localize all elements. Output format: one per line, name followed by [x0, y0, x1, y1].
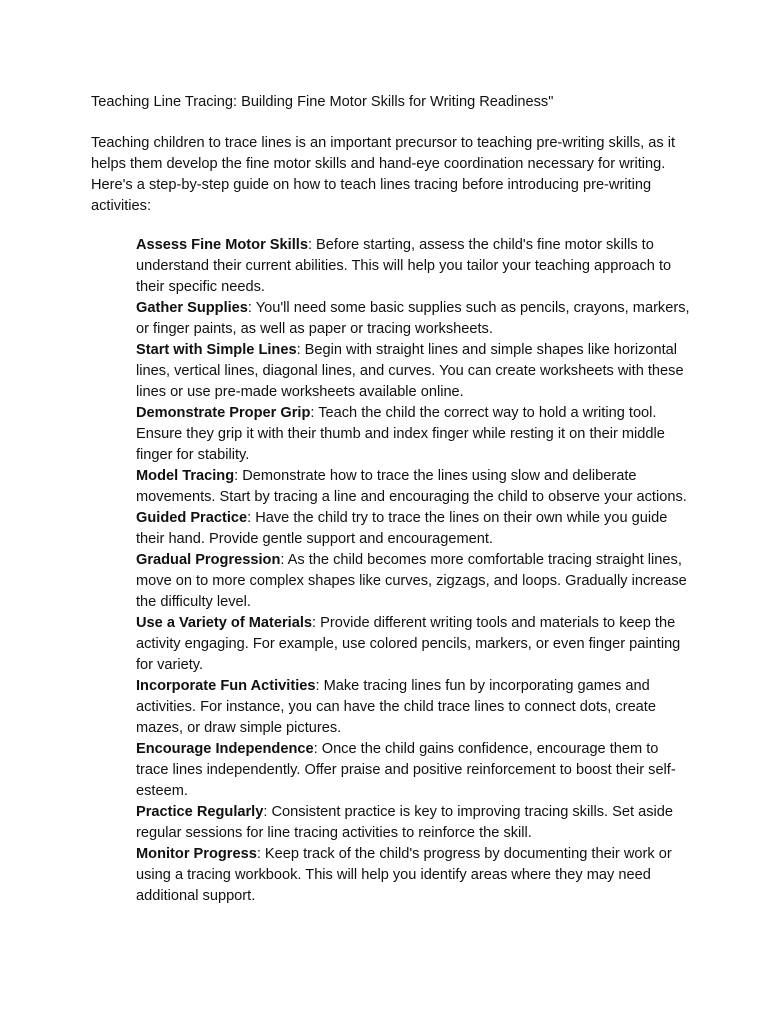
- step-text: : Demonstrate how to trace the lines using slow and deliberate movements. Start by tracing a line and encouraging the child to observe your actions.: [136, 468, 687, 505]
- step-item: [136, 466, 692, 508]
- step-title: Use a Variety of Materials: [136, 615, 313, 631]
- step-text: : Begin with straight lines and simple shapes like horizontal lines, vertical lines, diagonal lines, and curves. You can create worksheets with these lines or use pre-made worksheets available online.: [136, 342, 684, 400]
- step-text: : Once the child gains confidence, encourage them to trace lines independently. Offer praise and positive reinforcement to boost their self-esteem.: [136, 741, 676, 799]
- step-text: : Have the child try to trace the lines on their own while you guide their hand. Provide gentle support and encouragement.: [136, 510, 668, 547]
- step-title: Monitor Progress: [136, 846, 257, 862]
- step-text: : Make tracing lines fun by incorporating games and activities. For instance, you can have the child trace lines to connect dots, create mazes, or draw simple pictures.: [136, 678, 656, 736]
- step-title: Demonstrate Proper Grip: [136, 405, 311, 421]
- step-text: : Keep track of the child's progress by documenting their work or using a tracing workbook. This will help you identify areas where they may need additional support.: [136, 846, 672, 904]
- step-item: [136, 550, 692, 613]
- step-text: : You'll need some basic supplies such as pencils, crayons, markers, or finger paints, as well as paper or tracing worksheets.: [136, 300, 690, 337]
- intro-paragraph: Teaching children to trace lines is an important precursor to teaching pre-writing skills, as it helps them develop the fine motor skills and hand-eye coordination necessary for writing. Here's a step-by-step guide on how to teach lines tracing before introducing pre-writing activities:: [91, 135, 676, 214]
- step-item: [136, 739, 692, 802]
- step-item: [136, 403, 692, 466]
- step-item: [136, 676, 692, 739]
- step-item: [136, 802, 692, 844]
- step-text: : Provide different writing tools and materials to keep the activity engaging. For example, use colored pencils, markers, or even finger painting for variety.: [136, 615, 681, 673]
- step-title: Guided Practice: [136, 510, 248, 526]
- step-item: [136, 844, 692, 907]
- step-item: [136, 613, 692, 676]
- step-title: Gather Supplies: [136, 300, 248, 316]
- step-title: Assess Fine Motor Skills: [136, 237, 308, 253]
- step-title: Start with Simple Lines: [136, 342, 297, 358]
- step-item: [136, 508, 692, 550]
- step-text: : Teach the child the correct way to hold a writing tool. Ensure they grip it with their thumb and index finger while resting it on their middle finger for stability.: [136, 405, 665, 463]
- step-title: Encourage Independence: [136, 741, 314, 757]
- step-title: Incorporate Fun Activities: [136, 678, 316, 694]
- step-text: : Consistent practice is key to improving tracing skills. Set aside regular sessions for line tracing activities to reinforce the skill.: [136, 804, 673, 841]
- step-item: [136, 340, 692, 403]
- step-text: : As the child becomes more comfortable tracing straight lines, move on to more complex shapes like curves, zigzags, and loops. Gradually increase the difficulty level.: [136, 552, 687, 610]
- step-title: Model Tracing: [136, 468, 235, 484]
- step-item: [136, 298, 692, 340]
- steps-list: [136, 235, 692, 907]
- step-title: Practice Regularly: [136, 804, 264, 820]
- step-text: : Before starting, assess the child's fine motor skills to understand their current abilities. This will help you tailor your teaching approach to their specific needs.: [136, 237, 672, 295]
- document-title: Teaching Line Tracing: Building Fine Motor Skills for Writing Readiness": [91, 94, 554, 110]
- step-item: [136, 235, 692, 298]
- step-title: Gradual Progression: [136, 552, 281, 568]
